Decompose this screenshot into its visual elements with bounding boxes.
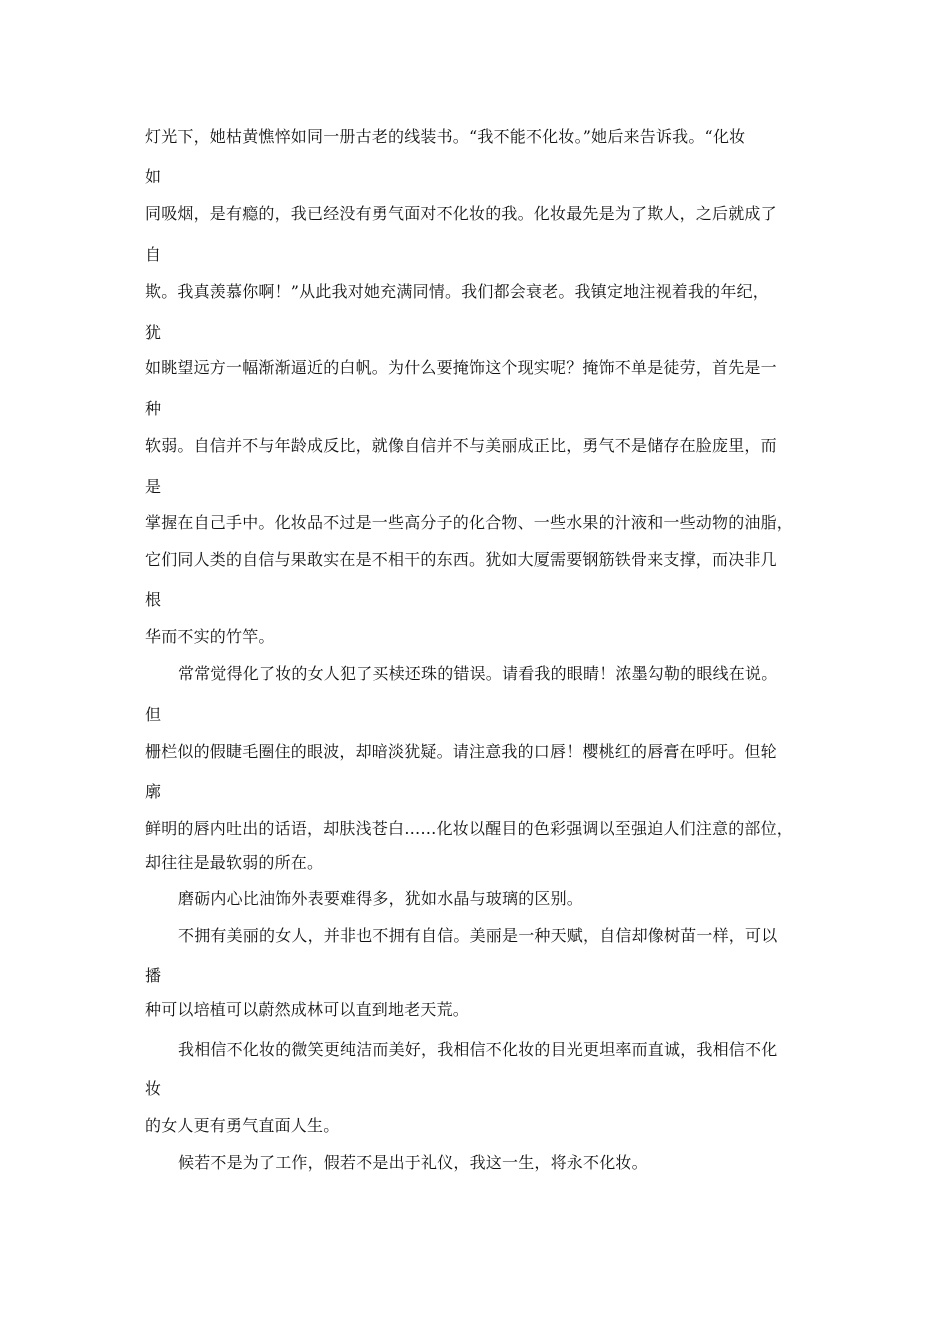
paragraph-first-line: 常常觉得化了妆的女人犯了买椟还珠的错误。请看我的眼睛！浓墨勾勒的眼线在说。 (178, 664, 778, 683)
text-line: 播 (145, 966, 162, 985)
text-line: 鲜明的唇内吐出的话语，却肤浅苍白……化妆以醒目的色彩强调以至强迫人们注意的部位， (145, 819, 794, 838)
text-line: 却往往是最软弱的所在。 (145, 853, 324, 872)
text-line: 自 (145, 245, 162, 264)
text-line: 欺。我真羡慕你啊！”从此我对她充满同情。我们都会衰老。我镇定地注视着我的年纪， (145, 282, 769, 301)
text-line: 廓 (145, 782, 162, 801)
text-line: 同吸烟，是有瘾的，我已经没有勇气面对不化妆的我。化妆最先是为了欺人，之后就成了 (145, 204, 777, 223)
text-line: 种可以培植可以蔚然成林可以直到地老天荒。 (145, 1000, 470, 1019)
text-line: 妆 (145, 1079, 162, 1098)
text-line: 灯光下，她枯黄憔悴如同一册古老的线装书。“我不能不化妆。”她后来告诉我。“化妆 (145, 127, 746, 146)
text-line: 种 (145, 399, 162, 418)
text-line: 是 (145, 477, 162, 496)
paragraph-first-line: 磨砺内心比油饰外表要难得多，犹如水晶与玻璃的区别。 (178, 889, 584, 908)
text-line: 如眺望远方一幅渐渐逼近的白帆。为什么要掩饰这个现实呢？掩饰不单是徒劳，首先是一 (145, 358, 777, 377)
text-line: 如 (145, 167, 162, 186)
paragraph-first-line: 我相信不化妆的微笑更纯洁而美好，我相信不化妆的目光更坦率而直诚，我相信不化 (178, 1040, 778, 1059)
text-line: 根 (145, 590, 162, 609)
text-line: 软弱。自信并不与年龄成反比，就像自信并不与美丽成正比，勇气不是储存在脸庞里，而 (145, 436, 777, 455)
text-line: 掌握在自己手中。化妆品不过是一些高分子的化合物、一些水果的汁液和一些动物的油脂， (145, 513, 794, 532)
text-line: 的女人更有勇气直面人生。 (145, 1116, 340, 1135)
text-line: 犹 (145, 323, 162, 342)
paragraph-first-line: 不拥有美丽的女人，并非也不拥有自信。美丽是一种天赋，自信却像树苗一样，可以 (178, 926, 778, 945)
text-line: 但 (145, 705, 162, 724)
paragraph-first-line: 候若不是为了工作，假若不是出于礼仪，我这一生，将永不化妆。 (178, 1153, 648, 1172)
text-line: 它们同人类的自信与果敢实在是不相干的东西。犹如大厦需要钢筋铁骨来支撑，而决非几 (145, 550, 777, 569)
text-line: 华而不实的竹竿。 (145, 627, 275, 646)
text-line: 栅栏似的假睫毛圈住的眼波，却暗淡犹疑。请注意我的口唇！樱桃红的唇膏在呼吁。但轮 (145, 742, 777, 761)
